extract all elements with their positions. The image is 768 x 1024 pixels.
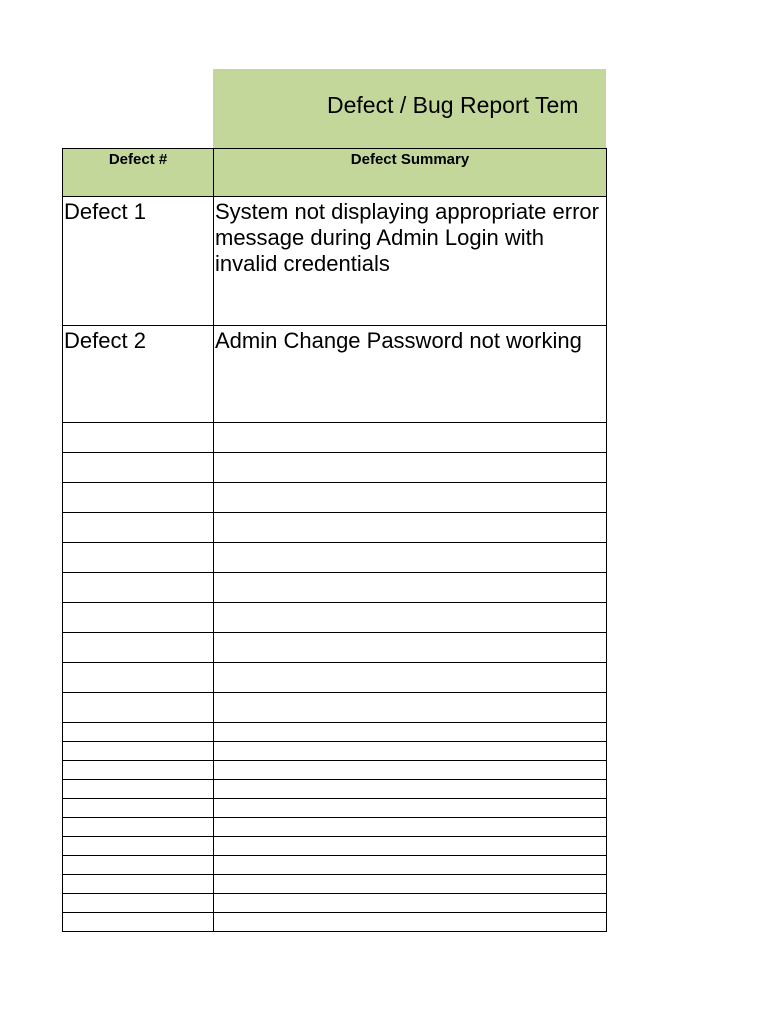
empty-cell[interactable] [214,837,607,856]
defect-table [62,148,607,932]
table-row [63,197,607,326]
empty-cell[interactable] [63,453,214,483]
empty-row [63,780,607,799]
empty-row [63,513,607,543]
empty-cell[interactable] [63,573,214,603]
empty-cell[interactable] [214,663,607,693]
empty-row [63,603,607,633]
empty-cell[interactable] [214,603,607,633]
empty-row [63,799,607,818]
empty-cell[interactable] [214,913,607,932]
empty-row [63,913,607,932]
empty-cell[interactable] [63,875,214,894]
empty-cell[interactable] [214,513,607,543]
empty-cell[interactable] [214,875,607,894]
empty-row [63,483,607,513]
table-header-row [63,149,607,197]
title-band [213,69,606,148]
empty-cell[interactable] [63,723,214,742]
empty-cell[interactable] [63,742,214,761]
empty-cell[interactable] [214,799,607,818]
empty-cell[interactable] [214,761,607,780]
empty-cell[interactable] [214,423,607,453]
empty-cell[interactable] [214,543,607,573]
empty-row [63,856,607,875]
empty-row [63,894,607,913]
page-title: Defect / Bug Report Tem [327,92,579,118]
empty-cell[interactable] [63,818,214,837]
empty-cell[interactable] [214,894,607,913]
empty-cell[interactable] [63,913,214,932]
empty-cell[interactable] [63,663,214,693]
defect-summary-cell[interactable]: System not displaying appropriate error message during Admin Login with invalid credentials [214,197,607,326]
empty-row [63,875,607,894]
empty-row [63,453,607,483]
empty-cell[interactable] [63,761,214,780]
empty-cell[interactable] [63,483,214,513]
empty-cell[interactable] [63,693,214,723]
empty-cell[interactable] [214,856,607,875]
empty-row [63,543,607,573]
empty-row [63,723,607,742]
empty-cell[interactable] [214,723,607,742]
empty-cell[interactable] [63,799,214,818]
defect-id-cell[interactable]: Defect 2 [63,326,214,423]
empty-row [63,837,607,856]
empty-cell[interactable] [63,603,214,633]
empty-cell[interactable] [63,837,214,856]
empty-cell[interactable] [214,633,607,663]
empty-cell[interactable] [214,573,607,603]
empty-row [63,818,607,837]
empty-cell[interactable] [214,453,607,483]
header-defect-number: Defect # [63,149,214,197]
empty-cell[interactable] [63,543,214,573]
empty-row [63,663,607,693]
empty-cell[interactable] [214,742,607,761]
empty-cell[interactable] [63,780,214,799]
empty-row [63,742,607,761]
empty-cell[interactable] [63,856,214,875]
table-row [63,326,607,423]
empty-cell[interactable] [214,780,607,799]
empty-row [63,423,607,453]
empty-cell[interactable] [214,483,607,513]
empty-cell[interactable] [214,693,607,723]
empty-row [63,633,607,663]
empty-cell[interactable] [63,423,214,453]
empty-cell[interactable] [63,894,214,913]
empty-cell[interactable] [63,633,214,663]
empty-row [63,573,607,603]
empty-row [63,693,607,723]
empty-row [63,761,607,780]
header-defect-summary: Defect Summary [214,149,607,197]
empty-cell[interactable] [214,818,607,837]
defect-id-cell[interactable]: Defect 1 [63,197,214,326]
empty-cell[interactable] [63,513,214,543]
defect-summary-cell[interactable]: Admin Change Password not working [214,326,607,423]
